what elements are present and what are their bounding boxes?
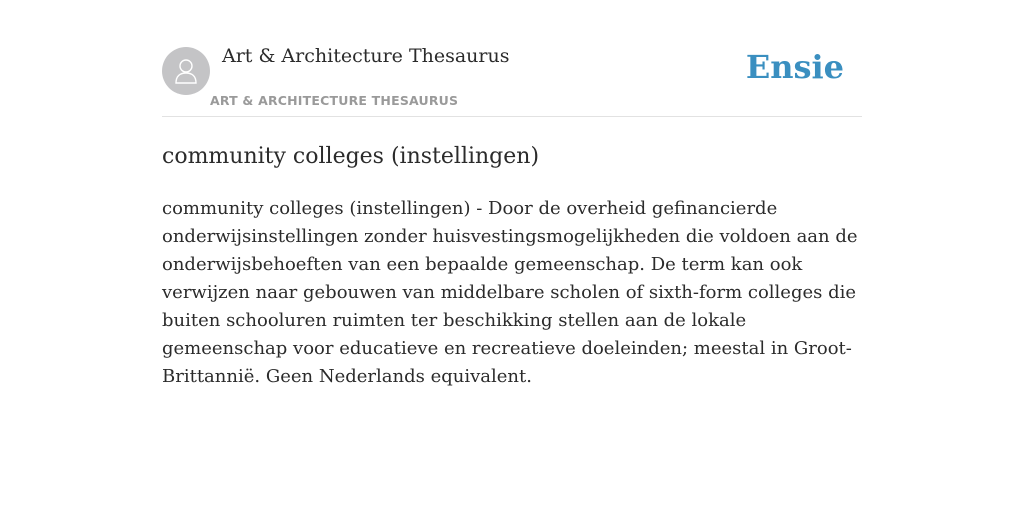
site-logo[interactable]: Ensie — [745, 48, 844, 86]
page-title: community colleges (instellingen) — [162, 144, 540, 169]
page-container — [162, 0, 862, 391]
definition-text: community colleges (instellingen) - Door de overheid gefinancierde onderwijsinstellingen zonder huisvestingsmogelijkheden die voldoen aan de onderwijsbehoeften van een bepaalde gemeenschap. De term kan ook verwijzen naar gebouwen van middelbare scholen of sixth-form colleges die buiten schooluren ruimten ter beschikking stellen aan de lokale gemeenschap voor educatieve en recreatieve doeleinden; meestal in Groot-Brittannië. Geen Nederlands equivalent. — [162, 198, 858, 387]
avatar[interactable] — [162, 47, 210, 95]
user-silhouette-icon — [171, 56, 201, 86]
page-header — [162, 0, 862, 117]
source-label[interactable]: ART & ARCHITECTURE THESAURUS — [210, 93, 459, 108]
author-name[interactable]: Art & Architecture Thesaurus — [222, 45, 510, 67]
